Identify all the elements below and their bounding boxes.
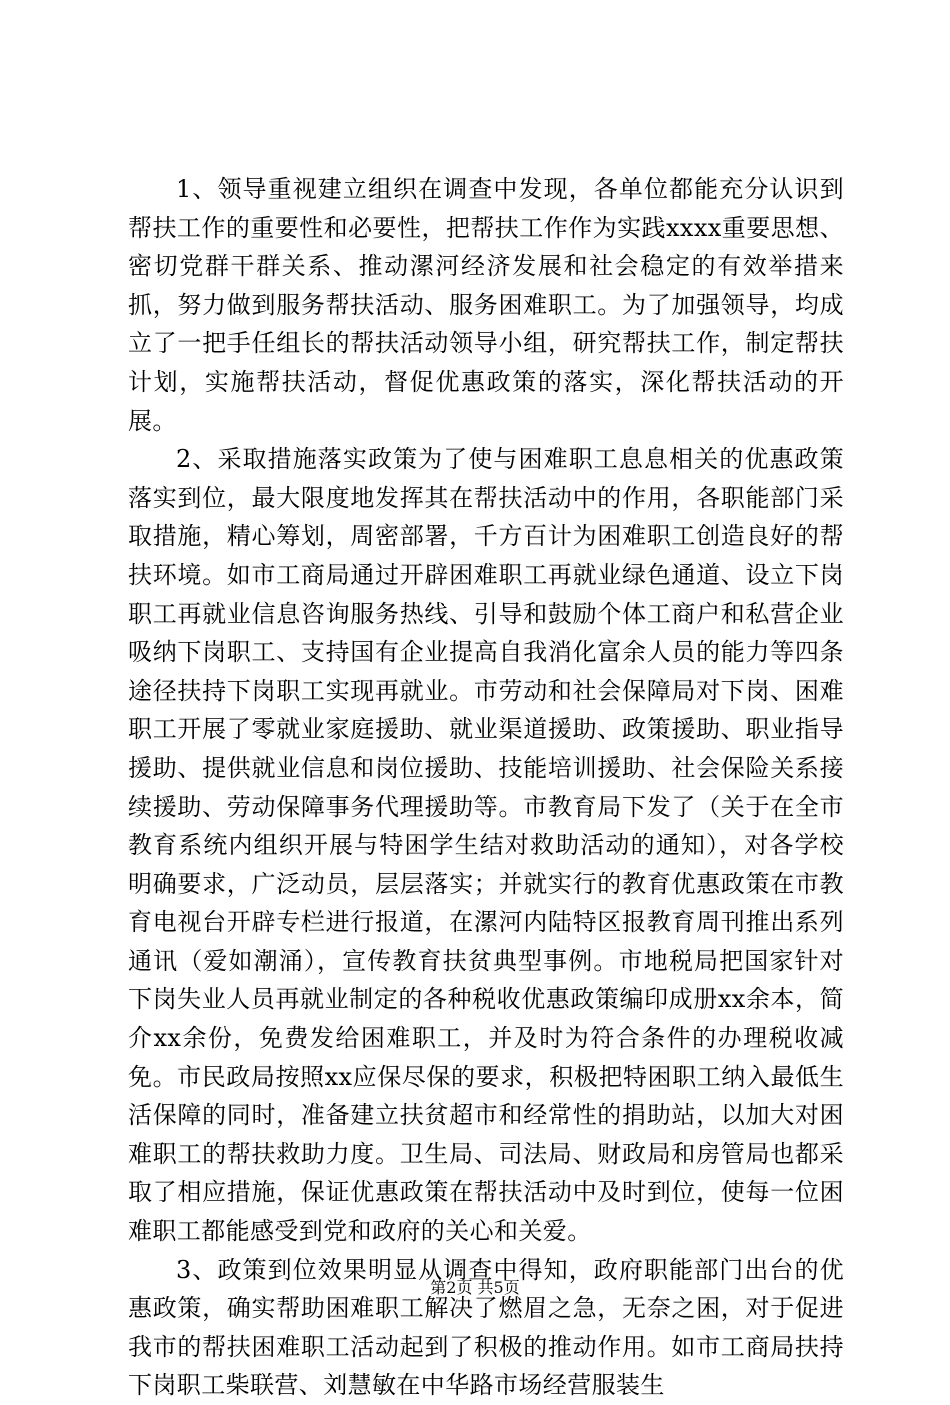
paragraph-3: 3、政策到位效果明显从调查中得知，政府职能部门出台的优惠政策，确实帮助困难职工解决了燃眉之急，无奈之困，对于促进我市的帮扶困难职工活动起到了积极的推动作用。如市工商局扶持下岗职工柴联营、刘慧敏在中华路市场经营服装生	[128, 1255, 844, 1400]
document-body	[128, 170, 844, 1405]
page-footer: 第2页 共5页	[430, 1278, 520, 1297]
paragraph-1: 1、领导重视建立组织在调查中发现，各单位都能充分认识到帮扶工作的重要性和必要性，把帮扶工作作为实践xxxx重要思想、密切党群干群关系、推动漯河经济发展和社会稳定的有效举措来抓，努力做到服务帮扶活动、服务困难职工。为了加强领导，均成立了一把手任组长的帮扶活动领导小组，研究帮扶工作，制定帮扶计划，实施帮扶活动，督促优惠政策的落实，深化帮扶活动的开展。	[128, 175, 844, 435]
paragraph-2: 2、采取措施落实政策为了使与困难职工息息相关的优惠政策落实到位，最大限度地发挥其在帮扶活动中的作用，各职能部门采取措施，精心筹划，周密部署，千方百计为困难职工创造良好的帮扶环境。如市工商局通过开辟困难职工再就业绿色通道、设立下岗职工再就业信息咨询服务热线、引导和鼓励个体工商户和私营企业吸纳下岗职工、支持国有企业提高自我消化富余人员的能力等四条途径扶持下岗职工实现再就业。市劳动和社会保障局对下岗、困难职工开展了零就业家庭援助、就业渠道援助、政策援助、职业指导援助、提供就业信息和岗位援助、技能培训援助、社会保险关系接续援助、劳动保障事务代理援助等。市教育局下发了（关于在全市教育系统内组织开展与特困学生结对救助活动的通知），对各学校明确要求，广泛动员，层层落实；并就实行的教育优惠政策在市教育电视台开辟专栏进行报道，在漯河内陆特区报教育周刊推出系列通讯（爱如潮涌），宣传教育扶贫典型事例。市地税局把国家针对下岗失业人员再就业制定的各种税收优惠政策编印成册xx余本，简介xx余份，免费发给困难职工，并及时为符合条件的办理税收减免。市民政局按照xx应保尽保的要求，积极把特困职工纳入最低生活保障的同时，准备建立扶贫超市和经常性的捐助站，以加大对困难职工的帮扶救助力度。卫生局、司法局、财政局和房管局也都采取了相应措施，保证优惠政策在帮扶活动中及时到位，使每一位困难职工都能感受到党和政府的关心和关爱。	[128, 445, 844, 1246]
